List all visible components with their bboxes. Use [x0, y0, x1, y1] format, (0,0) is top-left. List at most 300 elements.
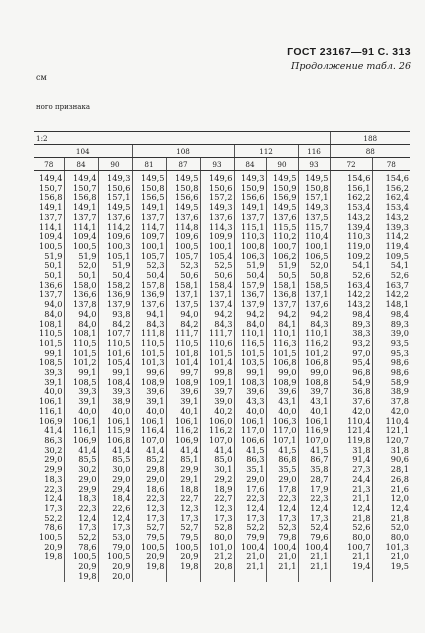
table-cell: 136,6 [39, 279, 63, 290]
table-cell: 21,8 [330, 514, 372, 524]
table-cell: 100,1 [200, 242, 234, 252]
table-cell [34, 572, 64, 582]
table-cell: 52,3 [132, 261, 166, 271]
table-cell: 110,4 [372, 417, 410, 427]
table-cell: 96,8 [330, 368, 372, 378]
table-cell: 43,3 [234, 397, 266, 407]
table-cell: 39,6 [166, 387, 200, 397]
column-header: 81 [132, 158, 166, 171]
table-cell: 101,5 [266, 349, 298, 359]
table-cell: 84,3 [132, 320, 166, 330]
table-cell: 101,5 [64, 349, 98, 359]
table-cell: 22,3 [298, 494, 330, 504]
table-cell: 29,0 [266, 475, 298, 485]
table-cell: 137,9 [234, 300, 266, 310]
table-cell: 150,7 [39, 182, 63, 193]
table-cell: 99,1 [64, 368, 98, 378]
table-cell: 50,1 [64, 271, 98, 281]
table-cell: 91,4 [330, 455, 372, 465]
group-header: 112 [234, 145, 298, 158]
table-cell: 106,9 [166, 436, 200, 446]
table-cell: 136,9 [132, 290, 166, 300]
table-cell: 43,1 [266, 397, 298, 407]
table-cell: 149,5 [266, 203, 298, 213]
table-cell: 142,2 [330, 290, 372, 300]
table-cell: 157,9 [234, 281, 266, 291]
table-cell: 29,8 [132, 465, 166, 475]
table-cell: 43,1 [298, 397, 330, 407]
table-cell: 106,3 [266, 417, 298, 427]
table-body [34, 171, 410, 582]
table-cell: 156,9 [266, 193, 298, 203]
table-cell: 39,6 [234, 387, 266, 397]
table-cell: 52,6 [330, 523, 372, 533]
table-cell: 39,6 [266, 387, 298, 397]
table-cell: 108,8 [298, 378, 330, 388]
table-cell: 150,7 [64, 184, 98, 194]
table-cell: 52,0 [298, 261, 330, 271]
table-cell: 20,9 [44, 541, 63, 552]
table-cell: 137,7 [132, 213, 166, 223]
table-cell: 114,2 [372, 232, 410, 242]
table-cell: 12,4 [266, 504, 298, 514]
table-cell: 149,5 [166, 203, 200, 213]
table-cell: 153,4 [330, 203, 372, 213]
table-cell: 99,6 [132, 368, 166, 378]
table-cell: 149,4 [64, 171, 98, 184]
table-cell: 149,5 [132, 171, 166, 184]
table-cell: 101,2 [64, 358, 98, 368]
sign-label: ного признака [36, 103, 91, 111]
table-cell: 101,4 [200, 358, 234, 368]
table-cell: 119,8 [330, 436, 372, 446]
table-cell: 21,0 [266, 552, 298, 562]
table-cell: 19,8 [132, 562, 166, 572]
table-cell: 143,2 [330, 300, 372, 310]
table-cell: 107,0 [132, 436, 166, 446]
table-cell: 100,5 [39, 240, 63, 251]
column-header: 72 [330, 158, 372, 171]
table-cell: 84,2 [166, 320, 200, 330]
table-cell: 110,5 [166, 339, 200, 349]
data-table [34, 131, 410, 582]
table-cell: 137,5 [298, 213, 330, 223]
table-cell: 158,0 [64, 281, 98, 291]
table-cell: 12,4 [298, 504, 330, 514]
table-cell: 158,4 [200, 281, 234, 291]
table-cell: 149,1 [234, 203, 266, 213]
table-cell: 154,6 [372, 171, 410, 184]
table-cell: 99,0 [298, 368, 330, 378]
table-cell: 98,6 [372, 358, 410, 368]
table-cell: 100,7 [266, 242, 298, 252]
table-cell: 101,5 [234, 349, 266, 359]
table-cell: 12,3 [132, 504, 166, 514]
table-cell: 52,7 [166, 523, 200, 533]
table-cell: 21,3 [330, 485, 372, 495]
table-cell [34, 562, 64, 572]
table-cell: 22,7 [166, 494, 200, 504]
table-cell: 18,3 [64, 494, 98, 504]
table-cell: 106,0 [200, 417, 234, 427]
table-cell: 109,1 [200, 378, 234, 388]
table-continuation-label: Продолжение табл. 26 [291, 61, 411, 72]
table-cell: 110,6 [200, 339, 234, 349]
table-cell: 136,8 [266, 290, 298, 300]
table-cell: 38,9 [372, 387, 410, 397]
table-cell: 52,6 [330, 271, 372, 281]
table-cell: 116,3 [266, 339, 298, 349]
table-cell: 18,9 [200, 485, 234, 495]
table-cell: 100,7 [330, 543, 372, 553]
table-cell [132, 572, 166, 582]
table-cell: 37,6 [330, 397, 372, 407]
table-cell: 29,9 [64, 485, 98, 495]
table-cell: 31,8 [330, 446, 372, 456]
table-cell: 52,4 [298, 523, 330, 533]
table-cell: 17,3 [234, 514, 266, 524]
table-cell: 100,5 [39, 532, 63, 543]
table-cell: 156,1 [330, 184, 372, 194]
table-cell: 163,7 [372, 281, 410, 291]
table-cell: 108,5 [64, 378, 98, 388]
table-cell: 29,0 [44, 454, 63, 465]
table-cell: 39,0 [200, 397, 234, 407]
table-cell: 114,1 [39, 221, 63, 232]
table-cell: 51,9 [44, 250, 63, 261]
table-cell: 106,8 [98, 436, 132, 446]
table-cell: 162,2 [330, 193, 372, 203]
table-cell: 100,4 [266, 543, 298, 553]
table-cell: 85,1 [166, 455, 200, 465]
column-header: 78 [372, 158, 410, 171]
table-cell: 22,3 [64, 504, 98, 514]
table-cell: 22,3 [44, 483, 63, 494]
table-cell: 29,0 [64, 475, 98, 485]
table-cell: 143,2 [330, 213, 372, 223]
table-cell: 41,4 [98, 446, 132, 456]
table-cell: 109,9 [200, 232, 234, 242]
table-cell: 42,0 [330, 407, 372, 417]
table-cell: 100,5 [64, 552, 98, 562]
table-header-top-left: 1:2 [34, 132, 330, 145]
table-cell: 101,8 [166, 349, 200, 359]
table-cell: 107,0 [298, 436, 330, 446]
table-cell: 149,6 [200, 171, 234, 184]
table-cell: 142,2 [372, 290, 410, 300]
table-cell: 114,1 [64, 223, 98, 233]
table-cell: 52,3 [266, 523, 298, 533]
table-cell: 100,4 [298, 543, 330, 553]
table-cell: 54,9 [330, 378, 372, 388]
table-cell: 12,4 [44, 493, 63, 504]
table-cell: 40,0 [266, 407, 298, 417]
table-cell: 54,1 [372, 261, 410, 271]
table-cell: 157,8 [132, 281, 166, 291]
table-cell: 108,5 [39, 357, 63, 368]
table-cell: 17,3 [298, 514, 330, 524]
table-cell: 100,1 [132, 242, 166, 252]
table-cell: 106,3 [234, 252, 266, 262]
table-cell: 156,2 [372, 184, 410, 194]
table-cell: 18,8 [166, 485, 200, 495]
table-cell: 22,3 [234, 494, 266, 504]
table-cell: 109,5 [372, 252, 410, 262]
table-cell: 114,7 [132, 223, 166, 233]
table-cell: 21,0 [372, 552, 410, 562]
table-cell: 29,0 [132, 475, 166, 485]
table-cell: 150,8 [132, 184, 166, 194]
table-cell: 51,9 [234, 261, 266, 271]
table-cell: 149,5 [166, 171, 200, 184]
table-cell: 110,5 [98, 339, 132, 349]
table-cell: 149,1 [132, 203, 166, 213]
table-cell: 101,5 [39, 337, 63, 348]
table-cell: 107,1 [266, 436, 298, 446]
table-cell: 106,1 [132, 417, 166, 427]
table-cell: 20,9 [98, 562, 132, 572]
table-cell: 110,2 [266, 232, 298, 242]
table-cell: 40,0 [132, 407, 166, 417]
table-cell: 116,9 [298, 426, 330, 436]
table-cell: 95,4 [330, 358, 372, 368]
table-cell: 80,0 [372, 533, 410, 543]
table-cell: 157,1 [298, 193, 330, 203]
table-cell: 90,6 [372, 455, 410, 465]
table-cell: 30,0 [98, 465, 132, 475]
table-cell: 150,8 [298, 184, 330, 194]
table-cell: 79,5 [166, 533, 200, 543]
table-cell: 40,1 [298, 407, 330, 417]
table-cell: 17,3 [200, 514, 234, 524]
table-cell: 137,7 [39, 211, 63, 222]
table-cell: 94,0 [64, 310, 98, 320]
table-cell: 110,3 [234, 232, 266, 242]
table-cell: 111,8 [132, 329, 166, 339]
group-header: 88 [330, 145, 410, 158]
table-cell: 39,1 [166, 397, 200, 407]
table-cell: 17,6 [234, 485, 266, 495]
table-cell: 50,1 [44, 260, 63, 271]
table-cell: 39,1 [44, 376, 63, 387]
table-cell: 137,1 [166, 290, 200, 300]
table-cell: 52,7 [132, 523, 166, 533]
table-cell: 52,6 [372, 271, 410, 281]
table-cell: 105,7 [166, 252, 200, 262]
table-cell: 101,6 [98, 349, 132, 359]
table-cell: 153,4 [372, 203, 410, 213]
column-header: 90 [98, 158, 132, 171]
table-cell: 29,4 [98, 485, 132, 495]
table-cell: 99,7 [166, 368, 200, 378]
table-cell: 116,1 [64, 426, 98, 436]
table-cell [298, 572, 330, 582]
table-cell: 80,0 [330, 533, 372, 543]
table-cell: 35,1 [234, 465, 266, 475]
table-cell: 106,8 [266, 358, 298, 368]
table-cell: 106,1 [166, 417, 200, 427]
table-cell: 157,2 [200, 193, 234, 203]
column-header: 84 [234, 158, 266, 171]
table-cell: 78,6 [44, 522, 63, 533]
table-cell: 12,4 [330, 504, 372, 514]
table-cell: 137,7 [39, 289, 63, 300]
table-row [34, 572, 410, 582]
table-cell: 19,4 [330, 562, 372, 572]
table-header-top-right: 188 [330, 132, 410, 145]
table-cell: 52,5 [200, 261, 234, 271]
table-cell: 21,1 [330, 552, 372, 562]
table-cell: 158,1 [266, 281, 298, 291]
column-header: 90 [266, 158, 298, 171]
table-cell: 78,6 [64, 543, 98, 553]
table-cell: 17,3 [64, 523, 98, 533]
table-cell: 40,0 [234, 407, 266, 417]
table-cell: 79,5 [132, 533, 166, 543]
table-cell: 29,2 [200, 475, 234, 485]
table-cell: 111,7 [200, 329, 234, 339]
table-cell: 137,5 [166, 300, 200, 310]
table-cell: 50,6 [200, 271, 234, 281]
table-cell: 156,5 [132, 193, 166, 203]
table-cell: 136,9 [98, 290, 132, 300]
table-cell: 50,4 [234, 271, 266, 281]
table-cell: 108,9 [132, 378, 166, 388]
table-cell: 40,1 [166, 407, 200, 417]
table-cell: 108,3 [234, 378, 266, 388]
table-cell: 110,1 [266, 329, 298, 339]
table-cell: 110,5 [132, 339, 166, 349]
table-cell: 157,1 [98, 193, 132, 203]
table-cell: 110,1 [234, 329, 266, 339]
table-cell: 137,9 [98, 300, 132, 310]
table-cell: 52,3 [166, 261, 200, 271]
table-cell: 99,0 [266, 368, 298, 378]
table-cell: 22,3 [266, 494, 298, 504]
table-cell: 41,4 [200, 446, 234, 456]
table-cell: 85,5 [64, 455, 98, 465]
table-cell: 12,4 [234, 504, 266, 514]
table-cell: 38,3 [330, 329, 372, 339]
table-cell: 108,9 [166, 378, 200, 388]
table-cell: 98,4 [330, 310, 372, 320]
table-cell: 40,0 [64, 407, 98, 417]
table-cell: 80,0 [200, 533, 234, 543]
table-cell: 162,4 [372, 193, 410, 203]
table-cell: 114,2 [98, 223, 132, 233]
table-cell: 109,2 [330, 252, 372, 262]
table-cell: 99,1 [44, 347, 63, 358]
table-cell: 110,4 [330, 417, 372, 427]
table-cell: 50,5 [266, 271, 298, 281]
table-cell: 41,5 [234, 446, 266, 456]
table-cell: 51,9 [64, 252, 98, 262]
table-cell: 41,5 [266, 446, 298, 456]
column-header: 93 [200, 158, 234, 171]
table-cell: 150,9 [266, 184, 298, 194]
table-cell: 20,0 [98, 572, 132, 582]
table-cell: 39,7 [298, 387, 330, 397]
table-cell: 50,1 [44, 270, 63, 281]
table-cell: 121,1 [372, 426, 410, 436]
table-cell: 106,9 [39, 415, 63, 426]
table-cell: 139,4 [330, 223, 372, 233]
table-cell: 106,5 [298, 252, 330, 262]
table-cell: 115,9 [98, 426, 132, 436]
table-cell: 116,2 [166, 426, 200, 436]
table-cell: 35,8 [298, 465, 330, 475]
table-cell: 110,3 [330, 232, 372, 242]
table-cell: 137,7 [234, 213, 266, 223]
table-cell: 17,3 [98, 523, 132, 533]
table-cell: 21,0 [234, 552, 266, 562]
table-cell: 41,4 [64, 446, 98, 456]
table-cell: 93,5 [372, 339, 410, 349]
table-cell [166, 572, 200, 582]
table-cell: 149,4 [39, 173, 63, 183]
table-cell: 116,2 [200, 426, 234, 436]
table-cell: 106,8 [298, 358, 330, 368]
table-cell: 106,6 [234, 436, 266, 446]
column-header: 93 [298, 158, 330, 171]
table-cell: 41,4 [166, 446, 200, 456]
table-cell: 27,3 [330, 465, 372, 475]
table-cell: 94,0 [166, 310, 200, 320]
table-cell: 99,1 [98, 368, 132, 378]
table-cell: 98,6 [372, 368, 410, 378]
table-cell: 101,3 [132, 358, 166, 368]
table-cell: 106,1 [234, 417, 266, 427]
table-cell: 149,3 [98, 171, 132, 184]
table-cell: 115,5 [266, 223, 298, 233]
table-cell: 22,7 [200, 494, 234, 504]
table-cell: 30,2 [64, 465, 98, 475]
table-cell: 85,0 [200, 455, 234, 465]
table-cell: 17,9 [298, 485, 330, 495]
table-cell: 106,1 [39, 396, 63, 407]
table-cell: 21,1 [298, 552, 330, 562]
table-cell: 84,0 [64, 320, 98, 330]
table-cell: 19,8 [44, 551, 63, 562]
table-cell: 149,3 [200, 203, 234, 213]
table-cell: 58,9 [372, 378, 410, 388]
table-cell: 137,6 [200, 213, 234, 223]
table-cell: 19,5 [372, 562, 410, 572]
table-cell: 150,9 [234, 184, 266, 194]
table-cell: 137,1 [298, 290, 330, 300]
table-cell: 17,3 [44, 502, 63, 513]
table-cell [234, 572, 266, 582]
table-cell: 86,3 [44, 434, 63, 445]
table-header-row-1 [34, 132, 410, 145]
table-cell: 101,4 [166, 358, 200, 368]
table-cell [200, 572, 234, 582]
column-header: 87 [166, 158, 200, 171]
table-cell: 105,7 [132, 252, 166, 262]
table-cell: 156,6 [234, 193, 266, 203]
table-cell: 29,9 [44, 464, 63, 475]
table-cell: 40,0 [44, 386, 63, 397]
table-cell: 116,5 [234, 339, 266, 349]
table-cell: 21,2 [200, 552, 234, 562]
table-cell: 52,2 [234, 523, 266, 533]
table-cell: 149,5 [98, 203, 132, 213]
table-cell: 148,1 [372, 300, 410, 310]
table-cell: 150,6 [98, 184, 132, 194]
table-cell: 50,4 [132, 271, 166, 281]
table-cell: 136,7 [234, 290, 266, 300]
table-cell: 84,0 [44, 308, 63, 319]
